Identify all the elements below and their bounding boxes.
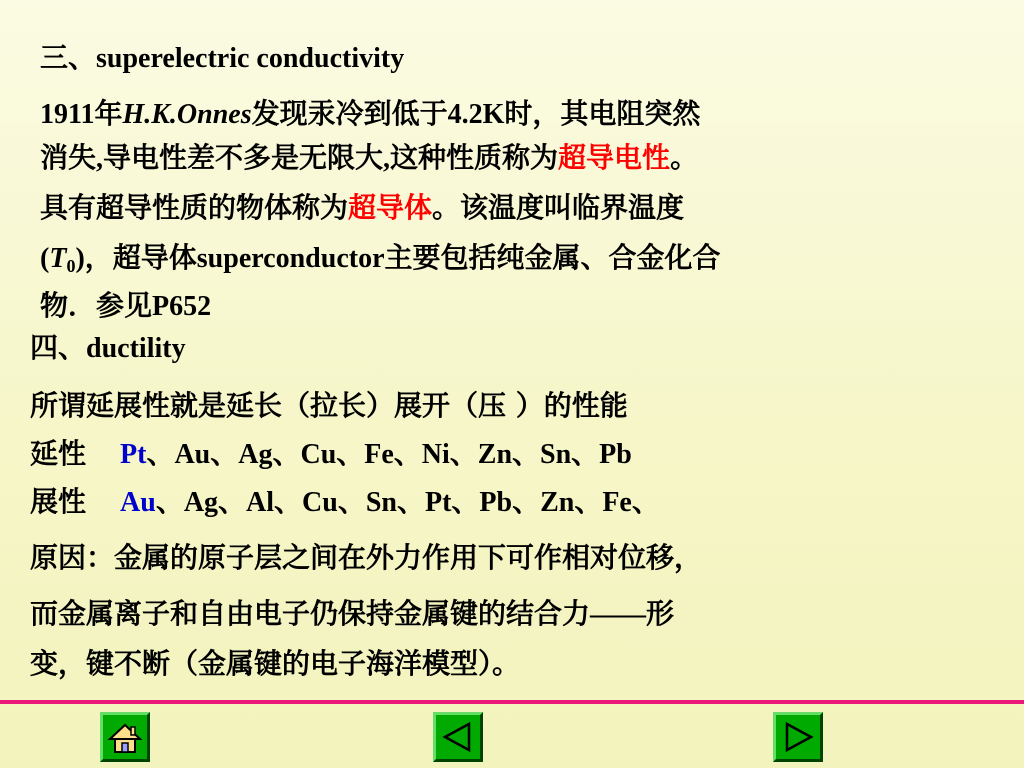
text-superconductor-cn: ，超导体 (84, 241, 197, 274)
paragraph-line-1 (40, 96, 700, 133)
term-superconductivity: 超导电性 (558, 141, 671, 174)
reason-shape: 形 (646, 597, 675, 630)
text-vanish: 消失 (40, 141, 97, 174)
malleable-label: 展性 (30, 485, 87, 518)
malleable-metals-line (30, 484, 660, 521)
text-critical-temperature: 。该温度叫临界温度 (432, 191, 685, 224)
paragraph-line-3 (40, 190, 684, 226)
text-paren-close: ) (75, 243, 85, 274)
reason-text: 而金属离子和自由电子仍保持金属键的结合力 (30, 597, 591, 630)
dash: —— (590, 599, 647, 630)
paragraph-line-2 (40, 140, 698, 177)
ductile-metal-list: 、Au、Ag、Cu、Fe、Ni、Zn、Sn、Pb (146, 439, 632, 470)
section-3-title: superelectric conductivity (96, 43, 405, 74)
symbol-t: T (49, 243, 67, 274)
term-superconductor: 超导体 (348, 191, 433, 224)
text-page-ref: P652 (152, 291, 212, 322)
reason-line-3: 变，键不断（金属键的电子海洋模型）。 (30, 647, 521, 680)
text-period: 。 (670, 141, 699, 174)
paragraph-line-5 (40, 288, 211, 325)
next-button[interactable] (773, 712, 823, 762)
section-3-heading (40, 40, 404, 77)
text-conductivity-infinite: 导电性差不多是无限大 (103, 141, 384, 174)
ductile-first-metal: Pt (120, 439, 147, 470)
text-comma: , (96, 143, 104, 174)
home-button[interactable] (100, 712, 150, 762)
back-triangle-icon (436, 715, 480, 759)
previous-button[interactable] (433, 712, 483, 762)
forward-triangle-icon (776, 715, 820, 759)
section-4-prefix: 四、 (30, 331, 87, 364)
text-property-called: 这种性质称为 (390, 141, 559, 174)
malleable-metal-list: 、Ag、Al、Cu、Sn、Pt、Pb、Zn、Fe、 (155, 487, 660, 518)
home-icon (103, 715, 147, 759)
text-resistance: 时，其电阻突然 (504, 97, 701, 130)
text-material-called: 具有超导性质的物体称为 (40, 191, 349, 224)
paragraph-line-4 (40, 240, 721, 284)
ductility-definition: 所谓延展性就是延长（拉长）展开（压 ）的性能 (30, 389, 628, 422)
text-temperature: 4.2K (447, 99, 505, 130)
reason-line-1: 原因：金属的原子层之间在外力作用下可作相对位移， (30, 541, 703, 574)
section-4-heading (30, 330, 186, 367)
text-see: 物．参见 (40, 289, 153, 322)
text-1911: 1911年 (40, 99, 123, 130)
section-4-title: ductility (86, 333, 186, 364)
section-3-prefix: 三、 (40, 41, 97, 74)
text-includes: 主要包括纯金属、合金化合 (384, 241, 721, 274)
text-onnes: H.K.Onnes (122, 99, 252, 130)
text-superconductor-en: superconductor (196, 243, 385, 274)
malleable-first-metal: Au (120, 487, 156, 518)
ductile-metals-line (30, 436, 632, 473)
text-comma-2: , (383, 143, 391, 174)
reason-line-2 (30, 596, 674, 633)
ductile-label: 延性 (30, 437, 87, 470)
text-paren-open: ( (40, 243, 50, 274)
footer-divider (0, 700, 1024, 704)
symbol-subscript-0: 0 (66, 256, 76, 276)
text-discovery: 发现汞冷到低于 (251, 97, 448, 130)
